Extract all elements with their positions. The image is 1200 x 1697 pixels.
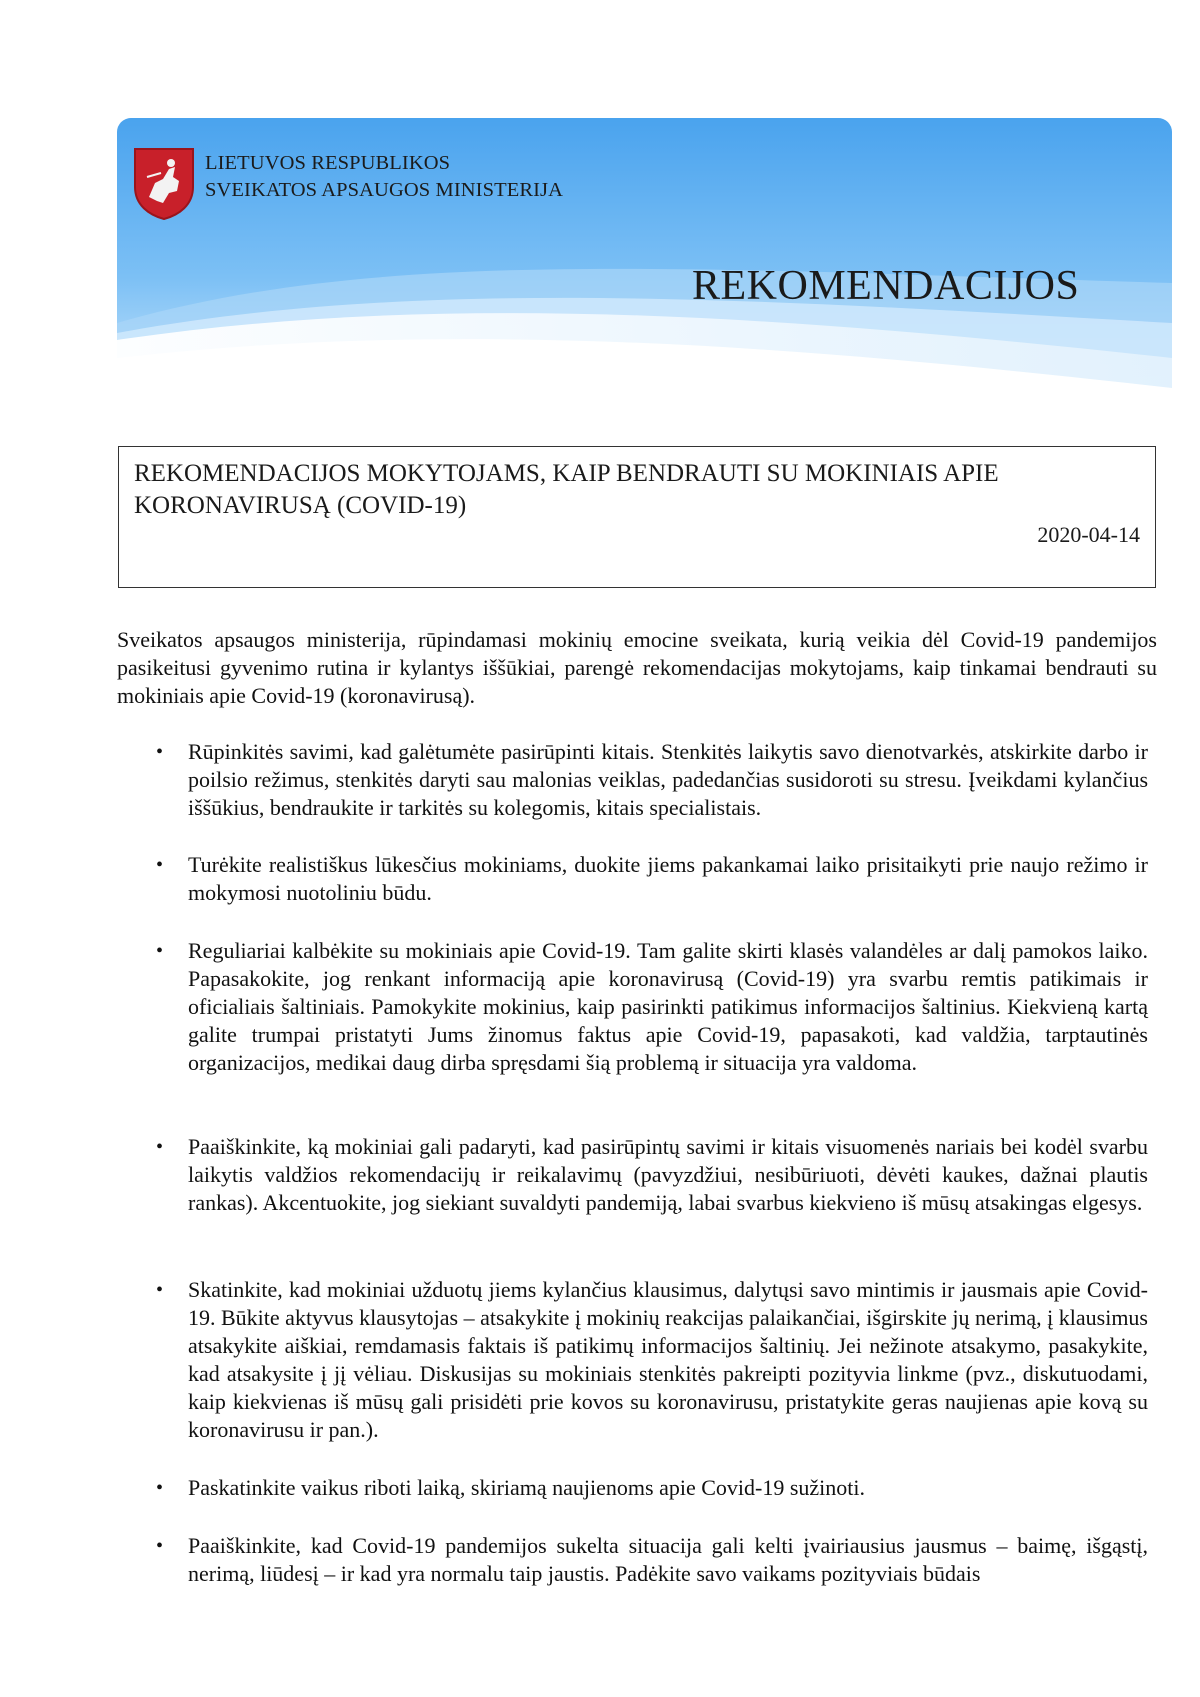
list-item <box>156 1474 1148 1502</box>
ministry-name <box>205 150 563 204</box>
bullet-icon: • <box>156 1279 164 1301</box>
document-title-box <box>118 446 1156 588</box>
bullet-icon: • <box>156 1136 164 1158</box>
document-date: 2020-04-14 <box>1037 522 1140 547</box>
bullet-icon: • <box>156 741 164 763</box>
list-item <box>156 851 1148 907</box>
intro-paragraph: Sveikatos apsaugos ministerija, rūpindamasi mokinių emocine sveikata, kurią veikia dėl Covid-19 pandemijos pasikeitusi gyvenimo rutina ir kylantys iššūkiai, parengė rekomendacijas mokytojams, kaip tinkamai bendrauti su mokiniais apie Covid-19 (koronavirusą). <box>117 627 1157 708</box>
list-item <box>156 1276 1148 1444</box>
list-item <box>156 1133 1148 1217</box>
ministry-name-line2: SVEIKATOS APSAUGOS MINISTERIJA <box>205 179 564 201</box>
list-item <box>156 1532 1148 1588</box>
list-item <box>156 937 1148 1077</box>
list-item-text: Paaiškinkite, ką mokiniai gali padaryti, kad pasirūpintų savimi ir kitais visuomenės nariais bei kodėl svarbu laikytis valdžios rekomendacijų ir reikalavimų (pavyzdžiui, nesibūriuoti, dėvėti kaukes, dažnai plautis rankas). Akcentuokite, jog siekiant suvaldyti pandemiją, labai svarbus kiekvieno iš mūsų atsakingas elgesys. <box>188 1134 1148 1215</box>
list-item-text: Reguliariai kalbėkite su mokiniais apie Covid-19. Tam galite skirti klasės valandėles ar dalį pamokos laiko. Papasakokite, jog renkant informaciją apie koronavirusą (Covid-19) yra svarbu remtis patikimais ir oficialiais šaltiniais. Pamokykite mokinius, kaip pasirinkti patikimus informacijos šaltinius. Kiekvieną kartą galite trumpai pristatyti Jums žinomus faktus apie Covid-19, papasakoti, kad valdžia, tarptautinės organizacijos, medikai daug dirba spręsdami šią problemą ir situacija yra valdoma. <box>188 938 1148 1075</box>
bullet-icon: • <box>156 940 164 962</box>
list-item-text: Turėkite realistiškus lūkesčius mokiniams, duokite jiems pakankamai laiko prisitaikyti prie naujo režimo ir mokymosi nuotoliniu būdu. <box>188 852 1148 905</box>
document-title: REKOMENDACIJOS MOKYTOJAMS, KAIP BENDRAUTI SU MOKINIAIS APIE KORONAVIRUSĄ (COVID-19) <box>134 460 999 519</box>
banner-title: REKOMENDACIJOS <box>692 263 1080 309</box>
ministry-name-line1: LIETUVOS RESPUBLIKOS <box>205 152 451 174</box>
list-item-text: Skatinkite, kad mokiniai užduotų jiems kylančius klausimus, dalytųsi savo mintimis ir jausmais apie Covid-19. Būkite aktyvus klausytojas – atsakykite į mokinių reakcijas palaikančiai, išgirskite jų nerimą, į klausimus atsakykite aiškiai, remdamasis faktais iš patikimų informacijos šaltinių. Jei nežinote atsakymo, pasakykite, kad atsakysite į jį vėliau. Diskusijas su mokiniais stenkitės pakreipti pozityvia linkme (pvz., diskutuodami, kaip kiekvienas iš mūsų gali prisidėti prie kovos su koronavirusu, pristatykite geras naujienas apie kovą su koronavirusu ir pan.). <box>188 1277 1148 1442</box>
list-item <box>156 738 1148 822</box>
bullet-icon: • <box>156 1477 164 1499</box>
list-item-text: Rūpinkitės savimi, kad galėtumėte pasirūpinti kitais. Stenkitės laikytis savo dienotvarkės, atskirkite darbo ir poilsio režimus, stenkitės daryti sau malonias veiklas, padedančias susidoroti su stresu. Įveikdami kylančius iššūkius, bendraukite ir tarkitės su kolegomis, kitais specialistais. <box>188 739 1148 820</box>
list-item-text: Paskatinkite vaikus riboti laiką, skiriamą naujienoms apie Covid-19 sužinoti. <box>188 1475 865 1500</box>
list-item-text: Paaiškinkite, kad Covid-19 pandemijos sukelta situacija gali kelti įvairiausius jausmus – baimę, išgąstį, nerimą, liūdesį – ir kad yra normalu taip jaustis. Padėkite savo vaikams pozityviais būdais <box>188 1533 1148 1586</box>
bullet-icon: • <box>156 854 164 876</box>
coat-of-arms-icon <box>133 147 195 221</box>
bullet-icon: • <box>156 1535 164 1557</box>
